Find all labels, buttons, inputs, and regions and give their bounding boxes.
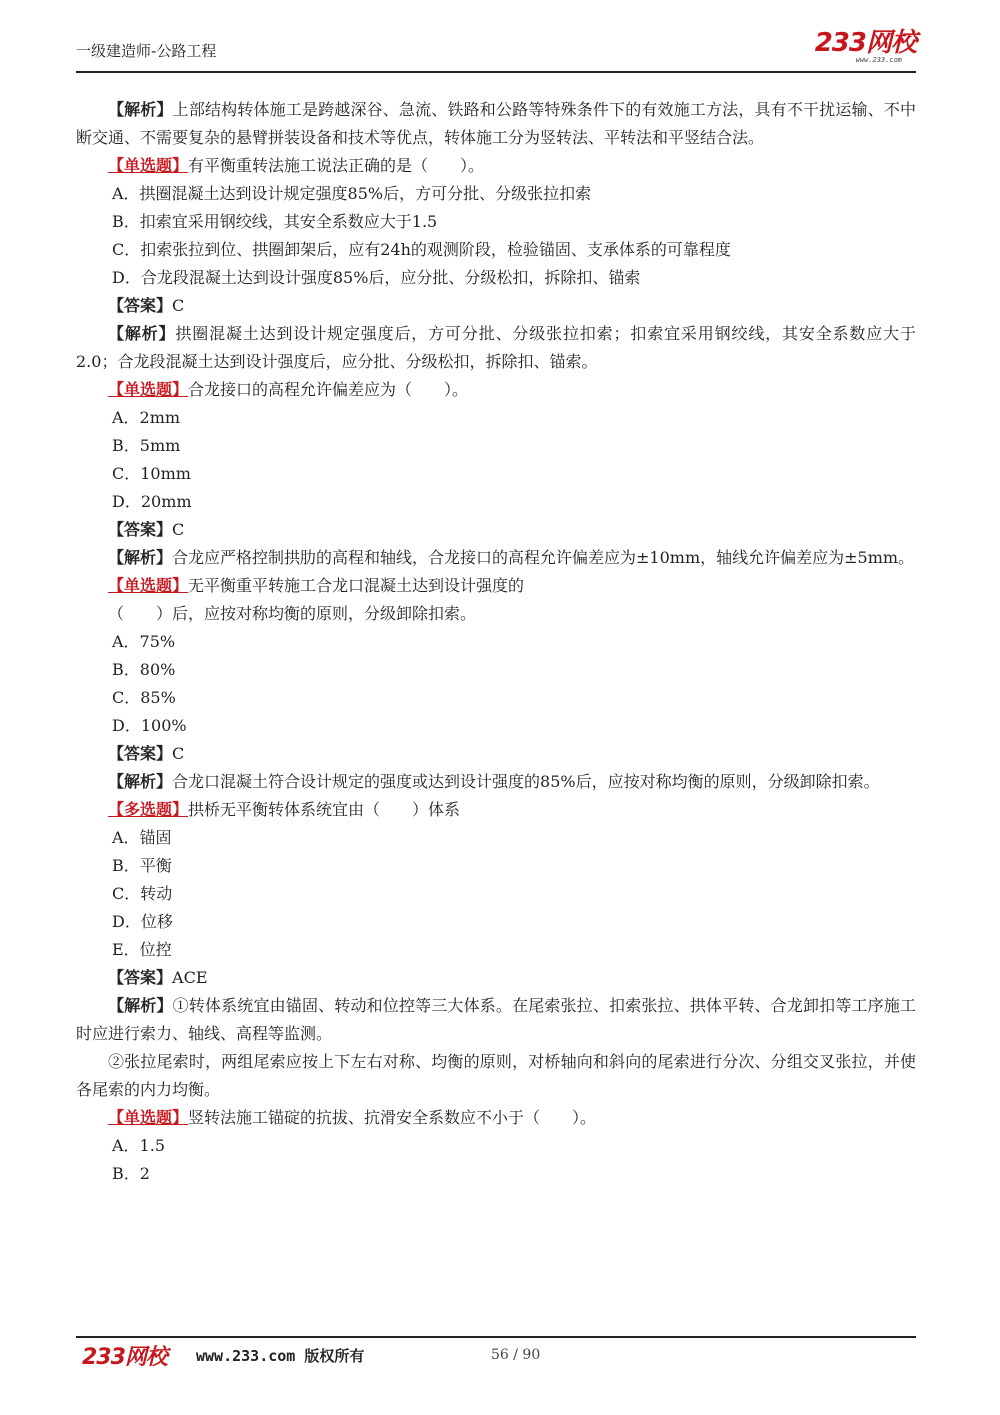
analysis-text: 合龙应严格控制拱肋的高程和轴线，合龙接口的高程允许偏差应为±10mm，轴线允许偏差应为±5mm。	[172, 548, 915, 567]
question-text-continued: （ ）后，应按对称均衡的原则，分级卸除扣索。	[108, 604, 477, 623]
analysis-label: 【解析】	[108, 324, 176, 343]
answer-value: C	[172, 296, 185, 315]
question-stem	[76, 1104, 916, 1132]
analysis-paragraph	[76, 544, 916, 572]
answer-value: C	[172, 744, 185, 763]
answer-option: D．100%	[112, 716, 187, 735]
answer-option: C．10mm	[112, 464, 191, 483]
answer-option: C．扣索张拉到位、拱圈卸架后，应有24h的观测阶段，检验锚固、支承体系的可靠程度	[112, 240, 731, 259]
answer-option: A．拱圈混凝土达到设计规定强度85%后，方可分批、分级张拉扣索	[112, 184, 592, 203]
question-type-tag: 【单选题】	[108, 380, 189, 399]
analysis-paragraph	[76, 768, 916, 796]
answer-option: D．合龙段混凝土达到设计强度85%后，应分批、分级松扣，拆除扣、锚索	[112, 268, 641, 287]
analysis-text: 拱圈混凝土达到设计规定强度后，方可分批、分级张拉扣索；扣索宜采用钢绞线，其安全系数应大于2.0；合龙段混凝土达到设计强度后，应分批、分级松扣，拆除扣、锚索。	[76, 324, 916, 371]
logo-text: 233网校	[814, 28, 916, 58]
answer-label: 【答案】	[108, 968, 173, 987]
answer-option: B．80%	[112, 660, 176, 679]
question-stem	[76, 376, 916, 404]
analysis-text: 上部结构转体施工是跨越深谷、急流、铁路和公路等特殊条件下的有效施工方法，具有不干扰运输、不中断交通、不需要复杂的悬臂拼装设备和技术等优点，转体施工分为竖转法、平转法和平竖结合法。	[76, 100, 916, 147]
question-stem	[76, 152, 916, 180]
page-header	[76, 30, 916, 72]
analysis-paragraph	[76, 320, 916, 376]
footer-site: www.233.com	[196, 1347, 296, 1365]
analysis-paragraph	[76, 96, 916, 152]
answer-option: D．位移	[112, 912, 173, 931]
document-body	[76, 96, 916, 1188]
analysis-text: ②张拉尾索时，两组尾索应按上下左右对称、均衡的原则，对桥轴向和斜向的尾索进行分次、分组交叉张拉，并使各尾索的内力均衡。	[76, 1052, 916, 1099]
question-text: 无平衡重平转施工合龙口混凝土达到设计强度的	[188, 576, 525, 595]
answer-option: A．75%	[112, 632, 176, 651]
answer-option: B．5mm	[112, 436, 181, 455]
footer-logo: 233网校	[82, 1345, 167, 1370]
answer-option: B．2	[112, 1164, 150, 1183]
question-type-tag: 【单选题】	[108, 156, 189, 175]
answer-value: ACE	[172, 968, 208, 987]
page-footer	[76, 1340, 916, 1370]
answer-option: C．85%	[112, 688, 176, 707]
answer-value: C	[172, 520, 185, 539]
answer-label: 【答案】	[108, 296, 173, 315]
question-text: 有平衡重转法施工说法正确的是（ ）。	[188, 156, 485, 175]
footer-rights: 版权所有	[304, 1347, 365, 1365]
analysis-label: 【解析】	[108, 996, 173, 1015]
answer-line	[76, 964, 916, 992]
answer-line	[76, 740, 916, 768]
analysis-text: 合龙口混凝土符合设计规定的强度或达到设计强度的85%后，应按对称均衡的原则，分级卸除扣索。	[172, 772, 880, 791]
analysis-text: ①转体系统宜由锚固、转动和位控等三大体系。在尾索张拉、扣索张拉、拱体平转、合龙卸扣等工序施工时应进行索力、轴线、高程等监测。	[76, 996, 916, 1043]
brand-logo	[815, 30, 916, 64]
answer-option: A．锚固	[112, 828, 172, 847]
answer-option: A．1.5	[112, 1136, 166, 1155]
answer-label: 【答案】	[108, 744, 173, 763]
answer-option: D．20mm	[112, 492, 192, 511]
analysis-label: 【解析】	[108, 100, 173, 119]
question-text: 合龙接口的高程允许偏差应为（ ）。	[188, 380, 469, 399]
question-type-tag: 【多选题】	[108, 800, 189, 819]
answer-option: E．位控	[112, 940, 172, 959]
answer-option: A．2mm	[112, 408, 181, 427]
analysis-paragraph	[76, 1048, 916, 1104]
footer-copyright	[196, 1345, 364, 1366]
answer-label: 【答案】	[108, 520, 173, 539]
question-stem	[76, 796, 916, 824]
answer-option: B．扣索宜采用钢绞线，其安全系数应大于1.5	[112, 212, 438, 231]
logo-url: www.233.com	[855, 56, 902, 64]
analysis-label: 【解析】	[108, 772, 173, 791]
analysis-paragraph	[76, 992, 916, 1048]
answer-line	[76, 516, 916, 544]
answer-option: B．平衡	[112, 856, 172, 875]
question-type-tag: 【单选题】	[108, 1108, 189, 1127]
answer-line	[76, 292, 916, 320]
footer-divider	[76, 1336, 916, 1338]
question-text: 竖转法施工锚碇的抗拔、抗滑安全系数应不小于（ ）。	[188, 1108, 597, 1127]
analysis-label: 【解析】	[108, 548, 173, 567]
question-text: 拱桥无平衡转体系统宜由（ ）体系	[188, 800, 461, 819]
question-type-tag: 【单选题】	[108, 576, 189, 595]
answer-option: C．转动	[112, 884, 173, 903]
question-stem	[76, 572, 916, 600]
header-divider	[76, 71, 916, 73]
page-number: 56 / 90	[491, 1347, 541, 1363]
document-title: 一级建造师-公路工程	[76, 42, 217, 60]
